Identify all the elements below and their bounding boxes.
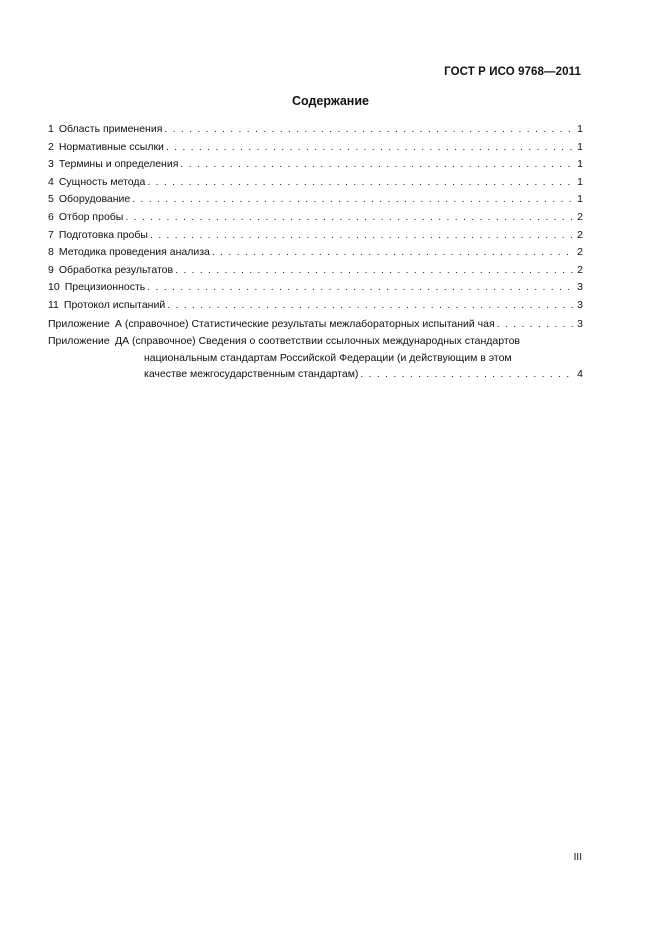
toc-item-6[interactable] bbox=[48, 209, 583, 227]
toc-item-number: 5 bbox=[48, 193, 54, 206]
toc-item-3[interactable] bbox=[48, 156, 583, 174]
toc-item-page: 3 bbox=[577, 317, 583, 330]
toc-item-page: 3 bbox=[577, 298, 583, 311]
toc-item-title: Область применения bbox=[58, 123, 163, 135]
toc-appendix-da[interactable] bbox=[48, 333, 583, 383]
toc-item-page: 2 bbox=[577, 228, 583, 241]
toc-item-number: 8 bbox=[48, 246, 54, 259]
toc-leader-dots bbox=[358, 366, 574, 383]
toc-item-page: 2 bbox=[577, 210, 583, 223]
toc-item-11[interactable] bbox=[48, 297, 583, 315]
appendix-prefix: Приложение bbox=[48, 317, 110, 330]
toc-item-page: 1 bbox=[577, 140, 583, 153]
toc-item-1[interactable] bbox=[48, 121, 583, 139]
toc-item-title: Обработка результатов bbox=[58, 263, 174, 276]
toc-item-number: 4 bbox=[48, 175, 54, 188]
toc-item-page: 2 bbox=[577, 263, 583, 276]
toc-leader-dots bbox=[178, 156, 574, 174]
toc-item-9[interactable] bbox=[48, 262, 583, 280]
toc-item-number: 7 bbox=[48, 228, 54, 241]
toc-leader-dots bbox=[145, 174, 574, 192]
appendix-title: А (справочное) Статистические результаты межлабораторных испытаний чая bbox=[115, 317, 495, 330]
toc-item-page: 2 bbox=[577, 246, 583, 259]
toc-leader-dots bbox=[148, 227, 574, 245]
toc-leader-dots bbox=[162, 121, 574, 139]
appendix-title-line: качестве межгосударственным стандартам) bbox=[144, 368, 359, 381]
toc-item-8[interactable] bbox=[48, 244, 583, 262]
toc-item-4[interactable] bbox=[48, 174, 583, 192]
toc-item-title: Нормативные ссылки bbox=[58, 140, 164, 153]
toc-item-7[interactable] bbox=[48, 227, 583, 245]
toc-item-title: Отбор пробы bbox=[58, 210, 124, 223]
toc-item-number: 10 bbox=[48, 281, 60, 294]
toc-leader-dots bbox=[165, 297, 574, 315]
toc-leader-dots bbox=[145, 279, 574, 297]
toc-item-10[interactable] bbox=[48, 279, 583, 297]
toc-leader-dots bbox=[495, 316, 574, 333]
toc-leader-dots bbox=[123, 209, 574, 227]
toc-item-page: 1 bbox=[577, 158, 583, 171]
toc-leader-dots bbox=[130, 191, 574, 209]
toc-item-title: Протокол испытаний bbox=[63, 298, 166, 311]
toc-appendix-a[interactable] bbox=[48, 316, 583, 333]
appendix-prefix: Приложение bbox=[48, 335, 110, 348]
toc-item-5[interactable] bbox=[48, 191, 583, 209]
toc-item-title: Сущность метода bbox=[58, 175, 146, 188]
toc-item-number: 3 bbox=[48, 158, 54, 171]
toc-item-page: 3 bbox=[577, 281, 583, 294]
toc-item-number: 6 bbox=[48, 210, 54, 223]
toc-item-title: Подготовка пробы bbox=[58, 228, 148, 241]
toc-leader-dots bbox=[164, 139, 574, 157]
toc-item-title: Оборудование bbox=[58, 193, 131, 206]
toc-title: Содержание bbox=[291, 94, 369, 108]
toc-item-number: 2 bbox=[48, 140, 54, 153]
toc-item-page: 1 bbox=[577, 193, 583, 206]
toc-leader-dots bbox=[173, 262, 574, 280]
toc-item-title: Методика проведения анализа bbox=[58, 246, 210, 259]
document-code: ГОСТ Р ИСО 9768—2011 bbox=[444, 66, 581, 78]
toc-item-2[interactable] bbox=[48, 139, 583, 157]
toc-item-number: 11 bbox=[48, 298, 59, 311]
toc-item-number: 9 bbox=[48, 263, 54, 276]
page-number: III bbox=[573, 852, 582, 863]
toc-leader-dots bbox=[210, 244, 574, 262]
table-of-contents bbox=[48, 121, 583, 383]
toc-item-title: Прецизионность bbox=[64, 281, 146, 294]
toc-item-page: 1 bbox=[577, 123, 583, 135]
toc-item-number: 1 bbox=[48, 123, 54, 135]
toc-item-title: Термины и определения bbox=[58, 158, 179, 171]
appendix-title-line: ДА (справочное) Сведения о соответствии ссылочных международных стандартов bbox=[115, 335, 520, 348]
toc-item-page: 1 bbox=[577, 175, 583, 188]
toc-item-page: 4 bbox=[577, 368, 583, 381]
appendix-title-line: национальным стандартам Российской Федерации (и действующим в этом bbox=[144, 351, 512, 364]
